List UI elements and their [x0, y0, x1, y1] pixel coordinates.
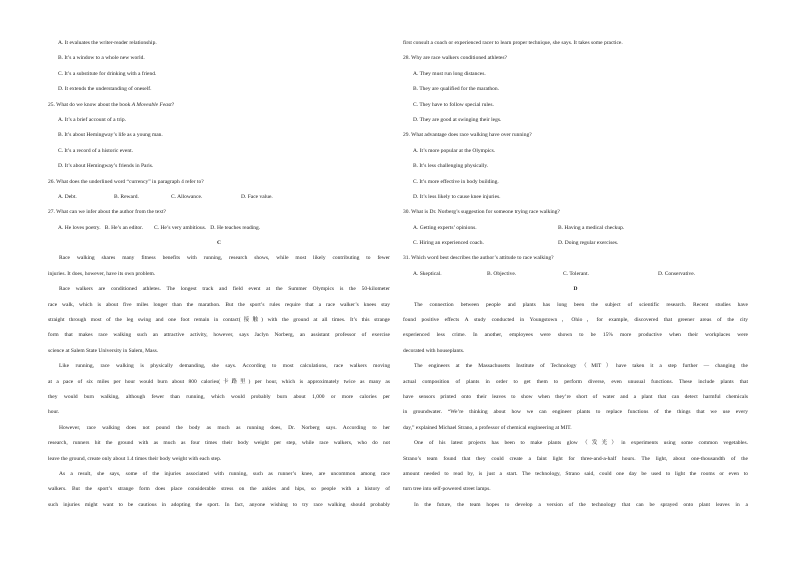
q30-stem: 30. What is Dr. Norberg’s suggestion for someone trying race walking?	[403, 209, 560, 216]
q30-options-row-1	[403, 221, 748, 236]
passage-c-line: form that makes race walking such an attractive activity, however, says Jaclyn Norberg, an assistant professor of exercise	[48, 332, 390, 339]
q29-option-a: A. It’s more popular at the Olympics.	[413, 147, 496, 154]
q28-option-a: A. They must run long distances.	[413, 70, 486, 77]
passage-c-line: As a result, she says, some of the injuries associated with running, such as runner’s knee, are uncommon among race	[59, 470, 390, 477]
section-d-heading: D	[573, 286, 578, 293]
left-column	[48, 36, 390, 513]
passage-c-line: race walk, which is about five miles longer than the marathon. But the sport’s rules require that a race walker’s knees stay	[48, 301, 390, 308]
passage-c-line: leave the ground, create only about 1.4 times their body weight with each step.	[48, 455, 222, 462]
passage-d-line: amount needed to read by, is just a start. The technology, Strano said, could one day be used to light the rooms or even to	[403, 470, 748, 477]
q31-option-d: D. Conservative.	[658, 270, 696, 277]
passage-d-line: found positive effects A study conducted in Youngstown，Ohio，for example, discovered that greener areas of the city	[403, 317, 748, 324]
passage-c-line: walkers. But the sport’s strange form does place considerable stress on the ankles and hips, so people with a history of	[48, 486, 390, 493]
q26-options	[48, 190, 390, 205]
passage-d-line: One of his latest projects has been to make plants glow（发光）in experiments using some common vegetables.	[414, 440, 748, 447]
right-column	[403, 36, 748, 513]
q29-option-c: C. It’s more effective in body building.	[413, 178, 499, 185]
q30-option-d: D. Doing regular exercises.	[558, 240, 619, 247]
passage-d-line: decorated with houseplants.	[403, 347, 465, 354]
q26-option-a: A. Debt.	[58, 193, 77, 200]
q26-option-b: B. Reward.	[114, 193, 139, 200]
q31-option-c: C. Tolerant.	[563, 270, 589, 277]
q29-option-b: B. It’s less challenging physically.	[413, 163, 489, 170]
passage-d-line: in groundwater. “We’re thinking about how we can engineer plants to replace functions of the things that we use every	[403, 409, 748, 416]
passage-c-line: Like running, race walking is physically demanding, she says. According to most calculations, race walkers moving	[59, 363, 390, 370]
q25-option-a: A. It’s a brief account of a trip.	[58, 116, 126, 123]
q28-stem: 28. Why are race walkers conditioned athletes?	[403, 55, 507, 62]
q28-option-c: C. They have to follow special rules.	[413, 101, 494, 108]
passage-d-line: turn tree into self-powered street lamps.	[403, 486, 491, 493]
q27-stem: 27. What can we infer about the author from the text?	[48, 209, 166, 216]
passage-c-line: science at Salem State University in Salem, Mass.	[48, 347, 159, 354]
q26-option-c: C. Allowance.	[171, 193, 203, 200]
q30-option-a: A. Getting experts’ opinions.	[413, 224, 477, 231]
q25-stem: 25. What do we know about the book A Moveable Feast?	[48, 101, 175, 108]
passage-d-line: actual composition of plants in order to get them to perform diverse, even unusual functions. These include plants that	[403, 378, 748, 385]
q31-stem: 31. Which word best describes the author’s attitude to race walking?	[403, 255, 554, 262]
passage-c-line: hour.	[48, 409, 60, 416]
q24-option-c: C. It’s a substitute for drinking with a friend.	[58, 70, 157, 77]
q24-option-d: D. It extends the understanding of oneself.	[58, 86, 152, 93]
passage-c-line: research, runners hit the ground with as much as four times their body weight per step, while race walkers, who do not	[48, 440, 390, 447]
q26-stem: 26. What does the underlined word “currency” in paragraph 4 refer to?	[48, 178, 204, 185]
section-c-heading: C	[217, 240, 221, 247]
q25-option-d: D. It’s about Hemingway’s friends in Paris.	[58, 163, 154, 170]
q24-option-b: B. It’s a window to a whole new world.	[58, 55, 145, 62]
q30-option-b: B. Having a medical checkup.	[558, 224, 625, 231]
passage-c-line: at a pace of six miles per hour would burn about 800 calories(卡路里) per hour, which is approximately twice as many as	[48, 378, 390, 385]
q29-stem: 29. What advantage does race walking have over running?	[403, 132, 532, 139]
q26-option-d: D. Face value.	[241, 193, 273, 200]
passage-c-line: they would burn walking, although fewer than running, which would probably burn about 1,000 or more calories per	[48, 393, 390, 400]
passage-d-line: day,” explained Michael Strano, a professor of chemical engineering at MIT.	[403, 424, 572, 431]
q28-option-b: B. They are qualified for the marathon.	[413, 86, 500, 93]
passage-d-line: have sensors printed onto their leaves to show when they’re short of water and a plant that can detect harmful chemicals	[403, 393, 748, 400]
q30-options-row-2	[403, 236, 748, 251]
q28-option-d: D. They are good at swinging their legs.	[413, 116, 502, 123]
passage-c-line: straight through most of the leg swing and one foot remain in contact(接触) with the ground at all times. It’s this strange	[48, 317, 390, 324]
passage-c-line: injuries. It does, however, have its own problem.	[48, 270, 156, 277]
passage-c-line: Race walkers are conditioned athletes. The longest track and field event at the Summer Olympics is the 50-kilometer	[59, 286, 390, 293]
q25-option-c: C. It’s a record of a historic event.	[58, 147, 133, 154]
passage-d-line: The connection between people and plants has long been the subject of scientific research. Recent studies have	[414, 301, 748, 308]
passage-d-line: Strano’s team found that they could create a faint light for three-and-a-half hours. The light, about one-thousandth of the	[403, 455, 748, 462]
q27-options: A. He loves poetry. B. He’s an editor. C. He’s very ambitious. D. He teaches reading.	[58, 224, 261, 231]
q24-option-a: A. It evaluates the writer-reader relationship.	[58, 40, 157, 46]
passage-c-line: However, race walking does not pound the body as much as running does, Dr. Norberg says. According to her	[59, 424, 390, 431]
passage-c-line: such injuries might want to be cautious in adopting the sport. In fact, anyone wishing to try race walking should probably	[48, 501, 390, 508]
passage-d-line: The engineers at the Massachusetts Institute of Technology（MIT）have taken it a step further — changing the	[414, 363, 748, 370]
passage-c-line: Race walking shares many fitness benefits with running, research shows, while most likely contributing to fewer	[59, 255, 390, 262]
q31-options	[403, 267, 748, 282]
q25-option-b: B. It’s about Hemingway’s life as a young man.	[58, 132, 163, 139]
q31-option-a: A. Skeptical.	[413, 270, 442, 277]
q31-option-b: B. Objective.	[487, 270, 517, 277]
passage-d-line: experienced less crime. In another, employees were shown to be 15% more productive when their workplaces were	[403, 332, 748, 339]
passage-c-continuation: first consult a coach or experienced racer to learn proper technique, she says. It takes some practice.	[403, 40, 623, 46]
q29-option-d: D. It’s less likely to cause knee injuries.	[413, 193, 501, 200]
q25-book-title: A Moveable Feast	[131, 101, 172, 108]
q30-option-c: C. Hiring an experienced coach.	[413, 240, 484, 247]
passage-d-line: In the future, the team hopes to develop a version of the technology that can be sprayed onto plant leaves in a	[414, 501, 748, 508]
